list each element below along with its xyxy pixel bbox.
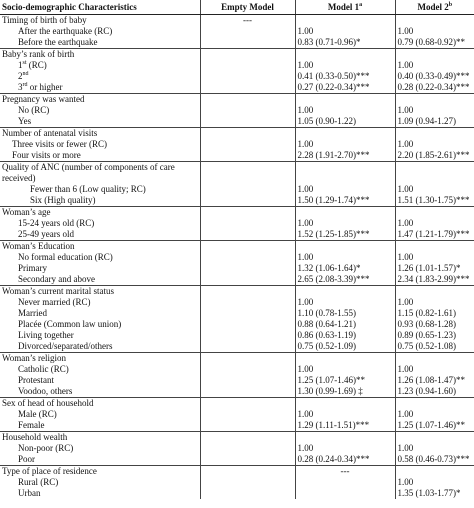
table-row (0, 184, 474, 195)
row-label-text: Male (RC) (18, 409, 57, 419)
model-2-value: 1.00 (395, 26, 474, 37)
row-label (0, 454, 200, 466)
row-label-text: 25-49 years old (18, 229, 74, 239)
model-2-value: 0.58 (0.46-0.73)*** (395, 454, 474, 466)
row-label-text: 2 (18, 71, 23, 81)
row-label (0, 195, 200, 207)
model-1-value: 1.10 (0.78-1.55) (295, 308, 395, 319)
row-label-text: Six (High quality) (30, 195, 96, 205)
model-1-cell (295, 207, 395, 219)
row-label (0, 218, 200, 229)
model-1-value: 2.65 (2.08-3.39)*** (295, 274, 395, 286)
row-label (0, 252, 200, 263)
model-2-value: 1.00 (395, 443, 474, 454)
header-empty-model: Empty Model (200, 0, 295, 15)
empty-model-cell (200, 207, 295, 219)
group-title: Type of place of residence (0, 466, 200, 478)
empty-model-cell (200, 454, 295, 466)
row-label-text: 3 (18, 82, 23, 92)
row-label-text: Yes (18, 116, 32, 126)
table-row (0, 297, 474, 308)
row-label (0, 116, 200, 128)
table-row (0, 386, 474, 398)
model-2-value: 2.20 (1.85-2.61)*** (395, 150, 474, 162)
empty-model-cell (200, 116, 295, 128)
group-header-row (0, 49, 474, 61)
empty-model-cell (200, 71, 295, 82)
empty-model-cell (200, 195, 295, 207)
table-row (0, 150, 474, 162)
model-1-value: 0.86 (0.63-1.19) (295, 330, 395, 341)
model-1-value: 1.00 (295, 60, 395, 71)
row-label (0, 184, 200, 195)
model-1-cell: --- (295, 466, 395, 478)
header-model-1-sup: a (359, 2, 363, 8)
row-label-ordinal: nd (22, 71, 29, 77)
header-model-1-label: Model 1 (327, 2, 360, 12)
model-1-value: 1.32 (1.06-1.64)* (295, 263, 395, 274)
row-label (0, 71, 200, 82)
group-title: Timing of birth of baby (0, 15, 200, 27)
table-row (0, 139, 474, 150)
model-1-value: 1.00 (295, 443, 395, 454)
row-label (0, 229, 200, 241)
model-2-value: 1.35 (1.03-1.77)* (395, 488, 474, 499)
model-2-value: 1.23 (0.94-1.60) (395, 386, 474, 398)
empty-model-cell (200, 432, 295, 444)
model-1-value: 0.75 (0.52-1.09) (295, 341, 395, 353)
group-title: Woman’s religion (0, 353, 200, 365)
header-row (0, 0, 474, 15)
group-title: Quality of ANC (number of components of care received) (0, 162, 200, 185)
model-2-value: 1.47 (1.21-1.79)*** (395, 229, 474, 241)
row-label (0, 274, 200, 286)
model-2-value: 0.75 (0.52-1.08) (395, 341, 474, 353)
table-row (0, 274, 474, 286)
empty-model-cell (200, 94, 295, 106)
row-label (0, 409, 200, 420)
model-2-value: 1.00 (395, 60, 474, 71)
row-label (0, 364, 200, 375)
row-label-text: Secondary and above (18, 274, 95, 284)
model-1-value: 1.00 (295, 184, 395, 195)
model-1-cell (295, 162, 395, 185)
row-label-text: No formal education (RC) (18, 252, 113, 262)
row-label-text: Poor (18, 454, 36, 464)
group-title: Woman’s age (0, 207, 200, 219)
model-1-value: 1.52 (1.25-1.85)*** (295, 229, 395, 241)
row-label (0, 319, 200, 330)
row-label-text: Urban (18, 488, 41, 498)
empty-model-cell (200, 341, 295, 353)
table-row (0, 105, 474, 116)
model-2-cell (395, 241, 474, 253)
model-2-value: 1.00 (395, 139, 474, 150)
group-title: Household wealth (0, 432, 200, 444)
row-label (0, 420, 200, 432)
table-row (0, 364, 474, 375)
empty-model-cell (200, 443, 295, 454)
empty-model-cell (200, 60, 295, 71)
model-1-value: 0.28 (0.24-0.34)*** (295, 454, 395, 466)
group-header-row (0, 94, 474, 106)
row-label-text: Never married (RC) (18, 297, 91, 307)
model-1-cell (295, 241, 395, 253)
model-2-value: 1.00 (395, 297, 474, 308)
row-label (0, 26, 200, 37)
table-row (0, 341, 474, 353)
empty-model-cell (200, 274, 295, 286)
row-label (0, 443, 200, 454)
model-1-value: 1.00 (295, 252, 395, 263)
model-1-value: 0.88 (0.64-1.21) (295, 319, 395, 330)
empty-model-cell (200, 105, 295, 116)
empty-model-cell (200, 477, 295, 488)
model-1-value: 2.28 (1.91-2.70)*** (295, 150, 395, 162)
empty-model-cell (200, 409, 295, 420)
row-label-text: Before the earthquake (18, 37, 98, 47)
group-header-row (0, 286, 474, 298)
table-row (0, 409, 474, 420)
model-1-cell (295, 398, 395, 410)
empty-model-cell (200, 37, 295, 49)
group-title: Woman’s current marital status (0, 286, 200, 298)
empty-model-cell (200, 162, 295, 185)
row-label (0, 341, 200, 353)
model-2-value: 1.26 (1.08-1.47)** (395, 375, 474, 386)
model-2-cell (395, 286, 474, 298)
model-1-value: 1.50 (1.29-1.74)*** (295, 195, 395, 207)
empty-model-cell (200, 319, 295, 330)
table-row (0, 252, 474, 263)
row-label (0, 297, 200, 308)
model-1-value: 1.00 (295, 26, 395, 37)
group-title: Sex of head of household (0, 398, 200, 410)
row-label-text: After the earthquake (RC) (18, 26, 113, 36)
row-label (0, 37, 200, 49)
empty-model-cell (200, 488, 295, 499)
row-label-text: No (RC) (18, 105, 50, 115)
empty-model-cell: --- (200, 15, 295, 27)
table-row (0, 26, 474, 37)
row-label (0, 375, 200, 386)
group-title: Pregnancy was wanted (0, 94, 200, 106)
group-title: Baby’s rank of birth (0, 49, 200, 61)
model-2-value: 1.00 (395, 184, 474, 195)
empty-model-cell (200, 286, 295, 298)
row-label (0, 477, 200, 488)
row-label-text: Voodoo, others (18, 386, 73, 396)
group-title: Woman’s Education (0, 241, 200, 253)
model-2-value: 0.89 (0.65-1.23) (395, 330, 474, 341)
model-1-cell (295, 49, 395, 61)
model-2-value: 1.00 (395, 105, 474, 116)
row-label (0, 60, 200, 71)
row-label-text: Four visits or more (12, 150, 81, 160)
empty-model-cell (200, 466, 295, 478)
model-2-cell (395, 94, 474, 106)
empty-model-cell (200, 330, 295, 341)
row-label-text: Three visits or fewer (RC) (12, 139, 107, 149)
model-2-cell (395, 49, 474, 61)
model-1-value: 1.25 (1.07-1.46)** (295, 375, 395, 386)
model-2-value: 1.15 (0.82-1.61) (395, 308, 474, 319)
row-label-ordinal: rd (22, 82, 28, 88)
model-2-value: 0.28 (0.22-0.34)*** (395, 82, 474, 94)
row-label-suffix: or higher (27, 82, 63, 92)
model-2-value: 1.00 (395, 364, 474, 375)
table-row (0, 319, 474, 330)
model-2-value: 1.51 (1.30-1.75)*** (395, 195, 474, 207)
model-1-cell (295, 432, 395, 444)
model-1-value: 1.00 (295, 105, 395, 116)
table-row (0, 71, 474, 82)
model-2-value: 0.79 (0.68-0.92)** (395, 37, 474, 49)
table-row (0, 477, 474, 488)
table-row (0, 195, 474, 207)
model-1-cell (295, 128, 395, 140)
table-row (0, 454, 474, 466)
model-2-value: 1.09 (0.94-1.27) (395, 116, 474, 128)
model-2-value: 1.00 (395, 218, 474, 229)
group-header-row (0, 15, 474, 27)
empty-model-cell (200, 308, 295, 319)
header-model-1 (295, 0, 395, 15)
model-1-value (295, 477, 395, 488)
row-label (0, 150, 200, 162)
table-row (0, 82, 474, 94)
row-label (0, 105, 200, 116)
row-label-ordinal: st (22, 60, 27, 66)
empty-model-cell (200, 386, 295, 398)
group-header-row (0, 207, 474, 219)
model-2-value: 1.25 (1.07-1.46)** (395, 420, 474, 432)
model-1-value: 1.05 (0.90-1.22) (295, 116, 395, 128)
model-1-value: 0.41 (0.33-0.50)*** (295, 71, 395, 82)
header-model-2-sup: b (448, 2, 453, 8)
model-1-value: 1.00 (295, 297, 395, 308)
model-2-cell (395, 128, 474, 140)
header-model-2 (395, 0, 474, 15)
table-row (0, 116, 474, 128)
empty-model-cell (200, 252, 295, 263)
row-label-suffix: (RC) (26, 60, 47, 70)
group-header-row (0, 241, 474, 253)
empty-model-cell (200, 297, 295, 308)
model-1-value: 1.00 (295, 218, 395, 229)
row-label (0, 330, 200, 341)
model-2-cell (395, 398, 474, 410)
model-1-value: 1.30 (0.99-1.69) ‡ (295, 386, 395, 398)
empty-model-cell (200, 398, 295, 410)
row-label-text: Non-poor (RC) (18, 443, 74, 453)
table-row (0, 330, 474, 341)
model-2-value: 1.00 (395, 409, 474, 420)
model-1-value (295, 488, 395, 499)
empty-model-cell (200, 420, 295, 432)
row-label-text: Rural (RC) (18, 477, 59, 487)
row-label (0, 139, 200, 150)
table-row (0, 229, 474, 241)
empty-model-cell (200, 353, 295, 365)
table-row (0, 308, 474, 319)
header-model-2-label: Model 2 (417, 2, 449, 12)
empty-model-cell (200, 364, 295, 375)
model-1-value: 1.29 (1.11-1.51)*** (295, 420, 395, 432)
empty-model-cell (200, 184, 295, 195)
model-2-cell (395, 353, 474, 365)
model-2-value: 1.00 (395, 477, 474, 488)
model-2-value: 1.00 (395, 252, 474, 263)
row-label-text: Divorced/separated/others (18, 341, 113, 351)
empty-model-cell (200, 375, 295, 386)
empty-model-cell (200, 82, 295, 94)
model-2-cell (395, 162, 474, 185)
model-2-cell (395, 15, 474, 27)
table-row (0, 218, 474, 229)
row-label (0, 488, 200, 499)
model-2-value: 0.40 (0.33-0.49)*** (395, 71, 474, 82)
empty-model-cell (200, 49, 295, 61)
table-row (0, 60, 474, 71)
row-label-text: Catholic (RC) (18, 364, 69, 374)
empty-model-cell (200, 128, 295, 140)
model-1-value: 0.83 (0.71-0.96)* (295, 37, 395, 49)
model-2-cell (395, 207, 474, 219)
row-label-text: 1 (18, 60, 23, 70)
table-row (0, 263, 474, 274)
row-label-text: Primary (18, 263, 47, 273)
group-header-row (0, 162, 474, 185)
table-row (0, 488, 474, 499)
group-header-row (0, 128, 474, 140)
model-2-cell (395, 432, 474, 444)
model-1-value: 1.00 (295, 364, 395, 375)
row-label (0, 308, 200, 319)
table-row (0, 375, 474, 386)
group-header-row (0, 466, 474, 478)
row-label-text: Protestant (18, 375, 54, 385)
table-row (0, 420, 474, 432)
model-2-value: 2.34 (1.83-2.99)*** (395, 274, 474, 286)
model-1-cell (295, 94, 395, 106)
row-label-text: Married (18, 308, 47, 318)
empty-model-cell (200, 229, 295, 241)
table-row (0, 443, 474, 454)
row-label (0, 386, 200, 398)
row-label-text: 15-24 years old (RC) (18, 218, 95, 228)
model-1-cell (295, 15, 395, 27)
row-label-text: Fewer than 6 (Low quality; RC) (30, 184, 146, 194)
group-header-row (0, 398, 474, 410)
row-label (0, 82, 200, 94)
row-label-text: Placée (Common law union) (18, 319, 122, 329)
empty-model-cell (200, 263, 295, 274)
model-1-value: 1.00 (295, 139, 395, 150)
empty-model-cell (200, 218, 295, 229)
group-header-row (0, 432, 474, 444)
model-2-value: 0.93 (0.68-1.28) (395, 319, 474, 330)
empty-model-cell (200, 26, 295, 37)
empty-model-cell (200, 241, 295, 253)
model-1-value: 0.27 (0.22-0.34)*** (295, 82, 395, 94)
model-2-cell (395, 466, 474, 478)
model-1-cell (295, 286, 395, 298)
group-title: Number of antenatal visits (0, 128, 200, 140)
header-characteristics: Socio-demographic Characteristics (0, 0, 200, 15)
model-1-cell (295, 353, 395, 365)
table-row (0, 37, 474, 49)
table-body (0, 15, 474, 500)
row-label-text: Living together (18, 330, 74, 340)
empty-model-cell (200, 150, 295, 162)
group-header-row (0, 353, 474, 365)
model-1-value: 1.00 (295, 409, 395, 420)
row-label-text: Female (18, 420, 45, 430)
empty-model-cell (200, 139, 295, 150)
model-2-value: 1.26 (1.01-1.57)* (395, 263, 474, 274)
row-label (0, 263, 200, 274)
